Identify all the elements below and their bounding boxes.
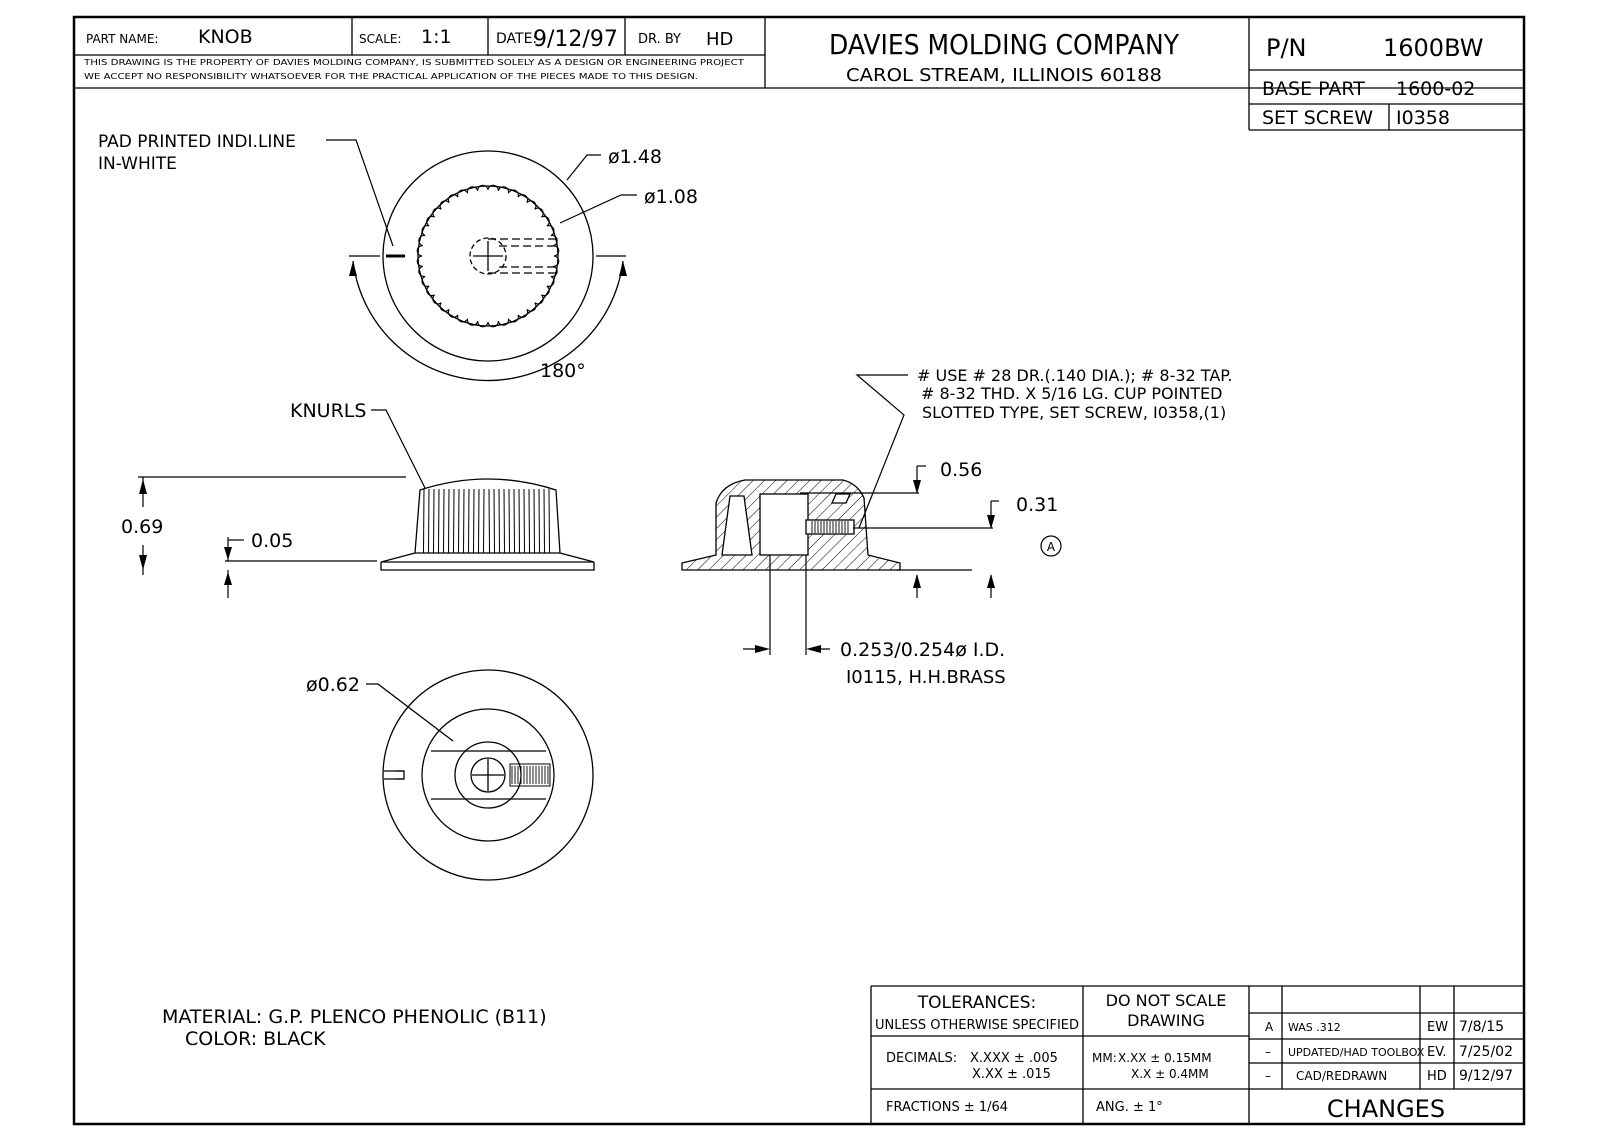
dimension-height: 0.69 (121, 516, 164, 538)
change-rev: A (1265, 1020, 1274, 1034)
tolerances-title: TOLERANCES: (917, 993, 1037, 1013)
change-by: EW (1427, 1020, 1449, 1035)
scale-value: 1:1 (421, 26, 452, 48)
change-date: 9/12/97 (1459, 1068, 1513, 1084)
dimension-inner-diameter: 0.253/0.254ø I.D. (840, 639, 1006, 661)
dimension-flange: 0.05 (251, 530, 294, 552)
arc-arrow-left (349, 261, 357, 276)
dim-arrow-069-top (139, 479, 147, 494)
dim-arrow-005-bottom (224, 572, 232, 585)
decimals-label: DECIMALS: (886, 1051, 958, 1066)
material-note: MATERIAL: G.P. PLENCO PHENOLIC (B11) (162, 1006, 547, 1028)
scale-label: SCALE: (359, 32, 402, 46)
change-by: EV. (1427, 1045, 1447, 1060)
pn-label: P/N (1266, 34, 1307, 62)
top-view (349, 151, 626, 381)
change-by: HD (1427, 1069, 1447, 1084)
change-desc: UPDATED/HAD TOOLBOX (1288, 1046, 1425, 1059)
color-note: COLOR: BLACK (185, 1028, 326, 1050)
decimals-xxx: X.XXX ± .005 (970, 1051, 1058, 1066)
note-line-1: # USE # 28 DR.(.140 DIA.); # 8-32 TAP. (917, 366, 1233, 385)
date-label: DATE: (496, 31, 538, 47)
side-view (138, 477, 594, 570)
date-value: 9/12/97 (533, 27, 618, 52)
dimension-dia-bottom: ø0.62 (306, 674, 360, 696)
dimension-056: 0.56 (940, 459, 983, 481)
bottom-screw-threads (510, 764, 550, 786)
base-part-value: 1600-02 (1396, 78, 1476, 100)
set-screw-value: I0358 (1396, 107, 1450, 129)
change-desc: WAS .312 (1288, 1021, 1341, 1034)
disclaimer-line1: THIS DRAWING IS THE PROPERTY OF DAVIES MOLDING COMPANY, IS SUBMITTED SOLELY AS A DESIGN OR ENGINEERING PROJECT (82, 57, 746, 67)
decimals-xx: X.XX ± .015 (972, 1067, 1051, 1082)
dim-arrow-056-bottom (913, 574, 921, 588)
dim-arrow-031-bottom (987, 574, 995, 588)
disclaimer-line2: WE ACCEPT NO RESPONSIBILITY WHATSOEVER FOR THE PRACTICAL APPLICATION OF THE PIECES MADE TO THIS DESIGN. (84, 71, 698, 81)
do-not-scale-1: DO NOT SCALE (1105, 991, 1227, 1010)
part-name: KNOB (198, 26, 253, 48)
dimension-angle: 180° (540, 360, 586, 382)
dim-arrow-005-top (224, 547, 232, 560)
set-screw-label: SET SCREW (1262, 107, 1374, 129)
dim-arrow-069-bottom (139, 555, 147, 570)
mm-xx: X.XX ± 0.15MM (1118, 1051, 1212, 1065)
change-date: 7/25/02 (1459, 1044, 1513, 1060)
change-desc: CAD/REDRAWN (1296, 1069, 1388, 1083)
drawn-by-value: HD (706, 29, 734, 50)
dim-arrow-id-left (755, 645, 770, 653)
dim-arrow-056 (913, 480, 921, 494)
company-address: CAROL STREAM, ILLINOIS 60188 (846, 65, 1162, 86)
company-name: DAVIES MOLDING COMPANY (829, 28, 1180, 61)
tolerances-subtitle: UNLESS OTHERWISE SPECIFIED (874, 1018, 1080, 1033)
pn-value: 1600BW (1383, 34, 1484, 62)
dim-arrow-id-right (806, 645, 821, 653)
insert-spec: I0115, H.H.BRASS (846, 667, 1006, 688)
dim-arrow-031 (987, 515, 995, 529)
bottom-view (366, 670, 593, 880)
mm-x: X.X ± 0.4MM (1131, 1067, 1209, 1081)
base-part-label: BASE PART (1262, 78, 1365, 100)
change-rev: – (1265, 1045, 1271, 1059)
change-date: 7/8/15 (1459, 1019, 1505, 1035)
part-name-label: PART NAME: (86, 32, 159, 46)
dimension-031: 0.31 (1016, 494, 1059, 516)
change-rev: – (1265, 1069, 1271, 1083)
revision-marker: A (1046, 540, 1056, 554)
dimension-dia-outer: ø1.48 (608, 146, 662, 168)
knurl-lines (424, 489, 550, 553)
changes-title: CHANGES (1326, 1095, 1446, 1123)
pad-printed-label-2: IN-WHITE (98, 154, 177, 174)
note-line-3: SLOTTED TYPE, SET SCREW, I0358,(1) (922, 403, 1227, 422)
dimension-dia-inner: ø1.08 (644, 186, 698, 208)
fractions-tolerance: FRACTIONS ± 1/64 (886, 1100, 1009, 1115)
do-not-scale-2: DRAWING (1127, 1011, 1205, 1030)
knurls-label: KNURLS (290, 400, 367, 422)
pad-printed-label: PAD PRINTED INDI.LINE (98, 132, 296, 152)
angle-tolerance: ANG. ± 1° (1096, 1100, 1163, 1115)
note-line-2: # 8-32 THD. X 5/16 LG. CUP POINTED (921, 384, 1223, 403)
arc-arrow-right (619, 261, 627, 276)
mm-label: MM: (1092, 1051, 1117, 1065)
drawn-by-label: DR. BY (638, 32, 681, 47)
